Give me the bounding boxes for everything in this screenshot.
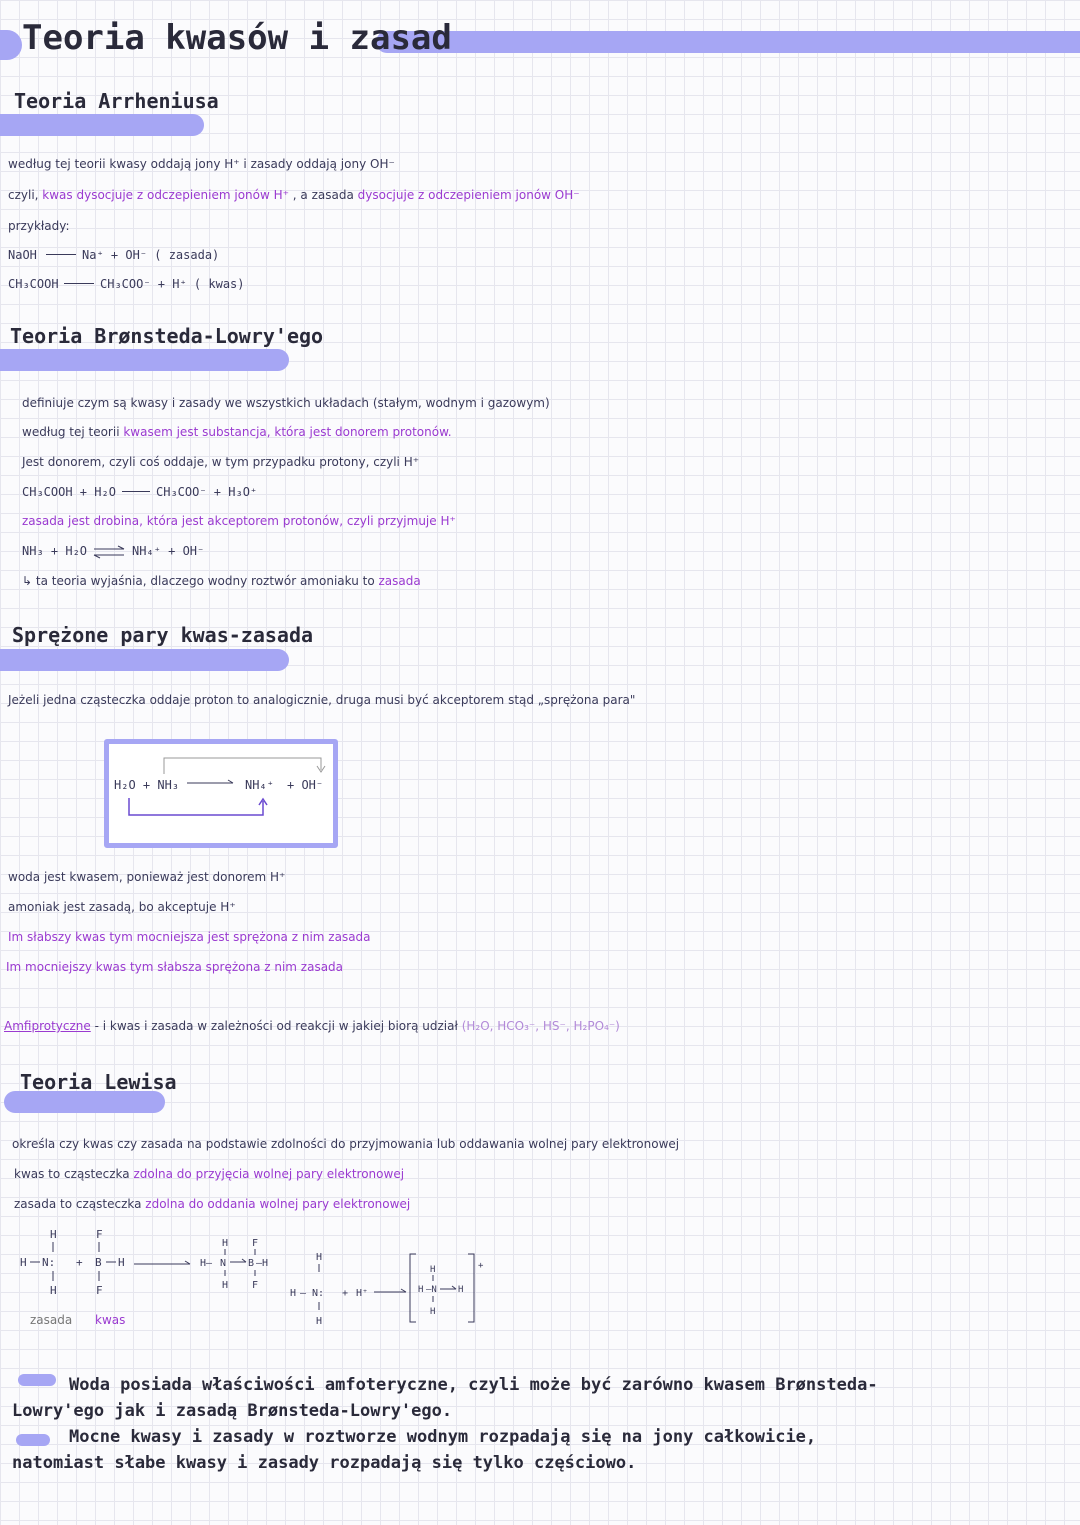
amphiprotic-line	[4, 1019, 620, 1033]
svg-text:H: H	[418, 1285, 424, 1295]
heading-bronsted: Teoria Brønsteda-Lowry'ego	[10, 324, 324, 348]
svg-text:B: B	[248, 1258, 255, 1269]
bronsted-eq2-left: NH₃ + H₂O	[22, 544, 88, 558]
svg-text:B: B	[95, 1256, 102, 1269]
svg-text:H: H	[290, 1288, 297, 1299]
lewis-line3	[14, 1197, 410, 1211]
svg-text:N: N	[220, 1258, 227, 1269]
box-right: + OH⁻	[287, 778, 324, 792]
heading-bar-bronsted	[0, 349, 289, 371]
bronsted-eq1-right: CH₃COO⁻ + H₃O⁺	[156, 485, 258, 499]
lewis-line3a: zasada to cząsteczka	[14, 1197, 146, 1211]
amphiprotic-examples: (H₂O, HCO₃⁻, HS⁻, H₂PO₄⁻)	[461, 1019, 620, 1033]
amphiprotic-word: Amfiprotyczne	[4, 1019, 91, 1033]
svg-text:–H: –H	[256, 1258, 269, 1269]
pairs-line5: Im mocniejszy kwas tym słabsza sprężona z nim zasada	[6, 960, 344, 974]
lewis-line1: określa czy kwas czy zasada na podstawie zdolności do przyjmowania lub oddawania wolnej pary elektronowej	[12, 1137, 680, 1151]
heading-bar-lewis	[4, 1091, 165, 1113]
example1-arrow	[46, 254, 76, 255]
svg-text:F: F	[252, 1280, 259, 1291]
label-base: zasada	[30, 1313, 73, 1327]
svg-text:H: H	[430, 1307, 436, 1317]
svg-text:H: H	[118, 1256, 125, 1269]
bronsted-line2a: według tej teorii	[22, 425, 124, 439]
svg-text:F: F	[252, 1238, 259, 1249]
svg-text:H: H	[20, 1256, 27, 1269]
svg-text:H–: H–	[200, 1258, 213, 1269]
svg-text:+: +	[478, 1261, 484, 1271]
adduct-structure	[200, 1238, 268, 1291]
svg-text:H: H	[50, 1228, 57, 1241]
heading-bar-arrhenius	[0, 114, 204, 136]
conjugate-pair-box	[104, 739, 338, 848]
bronsted-eq2-right: NH₄⁺ + OH⁻	[132, 544, 205, 558]
svg-text:H: H	[50, 1284, 57, 1297]
pairs-line2: woda jest kwasem, ponieważ jest donorem H⁺	[8, 870, 286, 884]
ammonium-structure	[410, 1254, 484, 1322]
example1-left: NaOH	[8, 248, 37, 262]
arrhenius-line2b: kwas dysocjuje z odczepieniem jonów H⁺	[42, 188, 289, 202]
arrhenius-line2a: czyli,	[8, 188, 43, 202]
bf3-structure	[95, 1228, 125, 1297]
example2-left: CH₃COOH	[8, 277, 59, 291]
arrhenius-line1: według tej teorii kwasy oddają jony H⁺ i zasady oddają jony OH⁻	[8, 157, 395, 171]
svg-text:N:: N:	[312, 1288, 325, 1299]
examples-label: przykłady:	[8, 219, 70, 233]
bronsted-line2	[22, 425, 452, 439]
amphiprotic-rest: - i kwas i zasada w zależności od reakcji w jakiej biorą udział	[90, 1019, 462, 1033]
bronsted-line4b: czyli przyjmuje H⁺	[343, 514, 456, 528]
heading-pairs: Sprężone pary kwas-zasada	[12, 623, 314, 647]
svg-text:H: H	[316, 1252, 323, 1263]
ammonia-plus-proton	[290, 1252, 406, 1327]
box-mid: NH₄⁺	[245, 778, 274, 792]
pairs-line1: Jeżeli jedna cząsteczka oddaje proton to analogicznie, druga musi być akceptorem stąd „sprężona para"	[8, 693, 636, 707]
svg-text:+: +	[342, 1288, 349, 1299]
arrhenius-line2d: dysocjuje z odczepieniem jonów OH⁻	[357, 188, 580, 202]
heading-bar-pairs	[0, 649, 289, 671]
svg-text:F: F	[96, 1284, 103, 1297]
bronsted-line3: Jest donorem, czyli coś oddaje, w tym przypadku protony, czyli H⁺	[22, 455, 420, 469]
ammonia-structure	[20, 1228, 83, 1297]
note2: Mocne kwasy i zasady w roztworze wodnym rozpadają się na jony całkowicie, natomiast słabe kwasy i zasady rozpadają się tylko częściowo.	[12, 1427, 817, 1473]
bronsted-line5a: ↳ ta teoria wyjaśnia, dlaczego wodny roztwór amoniaku to	[22, 574, 379, 588]
svg-text:N:: N:	[42, 1256, 56, 1269]
svg-text:H: H	[458, 1285, 464, 1295]
svg-text:–: –	[300, 1288, 307, 1299]
svg-text:–N: –N	[426, 1285, 437, 1295]
conjugate-pair-arrows	[109, 744, 333, 843]
title-dot	[0, 30, 22, 60]
heading-arrhenius: Teoria Arrheniusa	[14, 89, 219, 113]
lewis-line3b: zdolna do oddania wolnej pary elektronowej	[145, 1197, 411, 1211]
bronsted-line4a: zasada jest drobina, która jest akceptorem protonów,	[22, 514, 344, 528]
example1-right: Na⁺ + OH⁻ ( zasada)	[82, 248, 220, 262]
pairs-line4: Im słabszy kwas tym mocniejsza jest sprężona z nim zasada	[8, 930, 371, 944]
svg-text:H: H	[222, 1280, 229, 1291]
svg-text:H: H	[222, 1238, 229, 1249]
title-bar	[376, 31, 1080, 53]
bronsted-line1: definiuje czym są kwasy i zasady we wszystkich układach (stałym, wodnym i gazowym)	[22, 396, 550, 410]
svg-text:H⁺: H⁺	[356, 1288, 369, 1299]
bronsted-line4	[22, 514, 456, 528]
bronsted-line5b: zasada	[378, 574, 421, 588]
example2-right: CH₃COO⁻ + H⁺ ( kwas)	[100, 277, 245, 291]
arrhenius-line2	[8, 188, 580, 202]
label-acid: kwas	[95, 1313, 126, 1327]
bronsted-line5	[22, 574, 421, 588]
arrhenius-line2c: , a zasada	[288, 188, 358, 202]
lewis-structures	[10, 1222, 510, 1327]
svg-text:H: H	[430, 1265, 436, 1275]
svg-text:H: H	[316, 1316, 323, 1327]
bronsted-eq1-arrow	[122, 491, 150, 492]
heading-lewis: Teoria Lewisa	[20, 1070, 177, 1094]
pairs-line3: amoniak jest zasadą, bo akceptuje H⁺	[8, 900, 236, 914]
lewis-line2	[14, 1167, 404, 1181]
svg-text:F: F	[96, 1228, 103, 1241]
svg-text:+: +	[76, 1256, 83, 1269]
box-left: H₂O + NH₃	[114, 778, 180, 792]
lewis-line2b: zdolna do przyjęcia wolnej pary elektronowej	[133, 1167, 405, 1181]
bronsted-eq1-left: CH₃COOH + H₂O	[22, 485, 116, 499]
page-title: Teoria kwasów i zasad	[22, 18, 452, 58]
example2-arrow	[64, 283, 94, 284]
lewis-line2a: kwas to cząsteczka	[14, 1167, 134, 1181]
note1: Woda posiada właściwości amfoteryczne, czyli może być zarówno kwasem Brønsteda-Lowry'ego jak i zasadą Brønsteda-Lowry'ego.	[12, 1375, 878, 1421]
bronsted-line2b: kwasem jest substancja, która jest donorem protonów.	[123, 425, 452, 439]
equilibrium-arrow	[92, 545, 128, 559]
